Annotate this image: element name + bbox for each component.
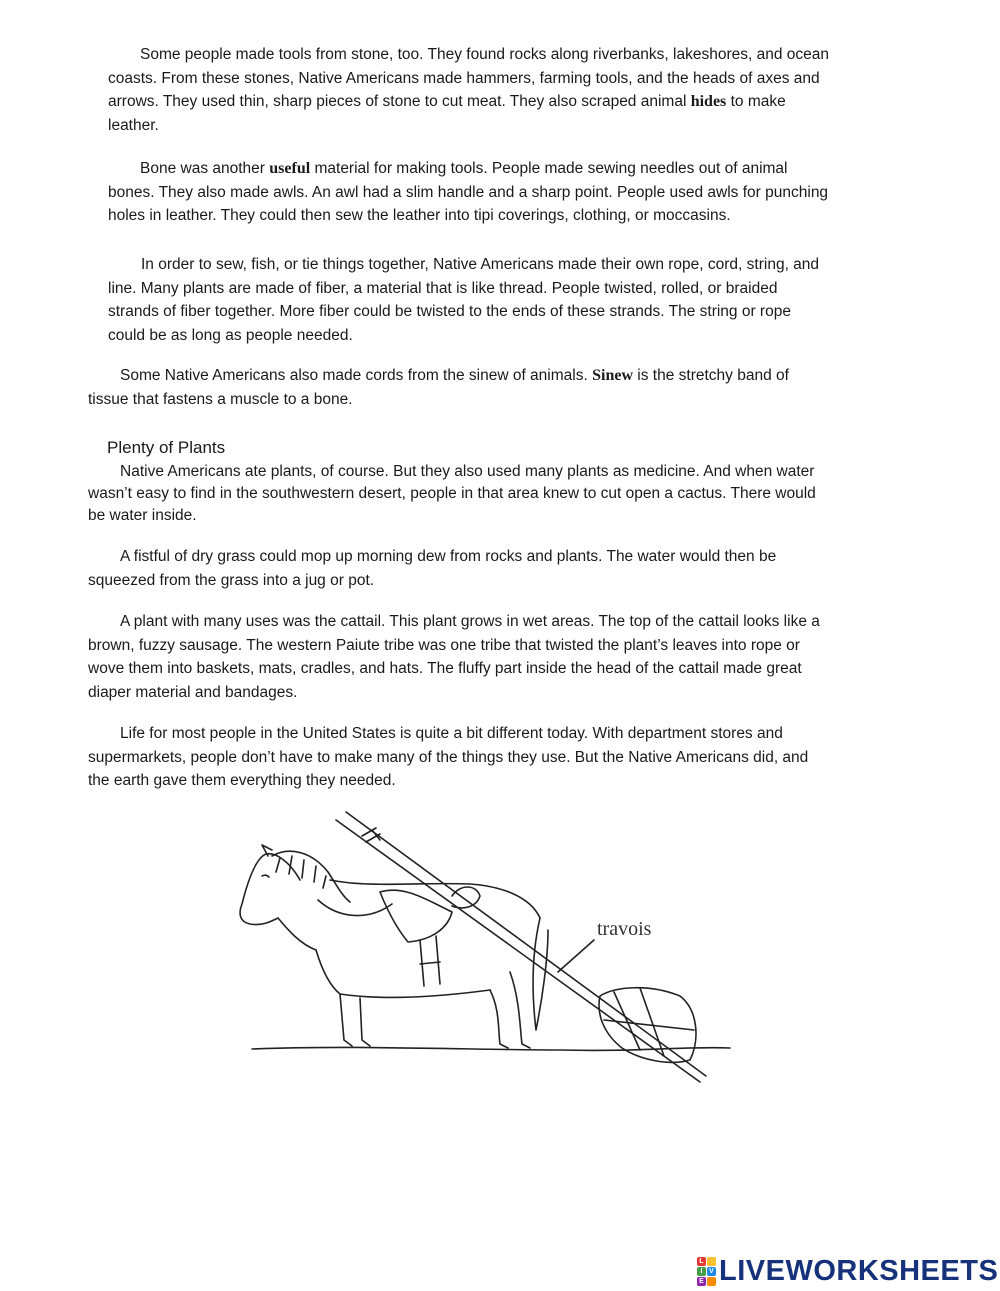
text-line: strands of fiber together. More fiber could be twisted to the ends of these strands. The string or rope	[108, 303, 791, 320]
text-line: wove them into baskets, mats, cradles, and hats. The fluffy part inside the head of the cattail made great	[88, 660, 802, 677]
paragraph-stone-tools	[108, 43, 829, 137]
horse-belly	[340, 990, 490, 997]
text-line: arrows. They used thin, sharp pieces of stone to cut meat. They also scraped animal hides to make	[108, 93, 786, 110]
travois-pole	[336, 820, 700, 1082]
text-line: Bone was another useful material for making tools. People made sewing needles out of animal	[140, 160, 788, 177]
paragraph-plants-medicine	[88, 461, 816, 527]
liveworksheets-logo	[697, 1253, 998, 1289]
text-line: tissue that fastens a muscle to a bone.	[88, 390, 353, 408]
logo-block: E	[697, 1277, 706, 1286]
logo-block: V	[707, 1267, 716, 1276]
horse-back	[330, 880, 540, 918]
text-line: the earth gave them everything they needed.	[88, 772, 396, 789]
text-line: diaper material and bandages.	[88, 683, 298, 701]
text-line: brown, fuzzy sausage. The western Paiute tribe was one tribe that twisted the plant’s leaves into rope or	[88, 636, 800, 654]
horse-chest	[316, 950, 340, 994]
text-line: Life for most people in the United States is quite a bit different today. With department stores and	[120, 725, 783, 742]
vocab-word-useful: useful	[269, 160, 311, 177]
logo-block: L	[697, 1257, 706, 1266]
horse-front-leg	[340, 994, 370, 1046]
horse-tail	[533, 918, 548, 1030]
text-line: Native Americans ate plants, of course. But they also used many plants as medicine. And when water	[120, 463, 815, 480]
paragraph-dry-grass	[88, 545, 776, 592]
label-leader-line	[558, 940, 594, 972]
saddle-blanket	[380, 890, 452, 942]
text-line: coasts. From these stones, Native Americans made hammers, farming tools, and the heads of axes and	[108, 69, 820, 87]
travois-pole	[346, 812, 706, 1076]
text-line: bones. They also made awls. An awl had a slim handle and a sharp point. People used awls for punching	[108, 183, 829, 201]
text-line: could be as long as people needed.	[108, 326, 353, 344]
girth-strap	[420, 936, 440, 986]
text-line: A plant with many uses was the cattail. This plant grows in wet areas. The top of the cattail looks like a	[120, 613, 820, 630]
text-line: be water inside.	[88, 507, 197, 524]
text-line: supermarkets, people don’t have to make many of the things they use. But the Native Americans did, and	[88, 748, 809, 766]
paragraph-cattail	[88, 610, 820, 704]
horse-eye	[262, 875, 269, 877]
logo-blocks-icon	[697, 1257, 716, 1286]
horse-mane	[272, 851, 350, 902]
text-line: A fistful of dry grass could mop up morning dew from rocks and plants. The water would then be	[120, 548, 777, 565]
logo-block	[707, 1277, 716, 1286]
text-line: leather.	[108, 116, 159, 134]
figure-label-travois: travois	[597, 918, 652, 940]
harness-strap	[318, 900, 392, 916]
logo-block: I	[697, 1267, 706, 1276]
horse-head	[240, 854, 316, 950]
text-line: Some people made tools from stone, too. They found rocks along riverbanks, lakeshores, and ocean	[140, 46, 830, 63]
paragraph-life-today	[88, 722, 808, 793]
vocab-word-sinew: Sinew	[592, 367, 633, 384]
text-line: squeezed from the grass into a jug or pot.	[88, 571, 375, 589]
paragraph-bone-tools	[108, 157, 828, 228]
section-heading: Plenty of Plants	[107, 438, 226, 457]
text-line: holes in leather. They could then sew the leather into tipi coverings, clothing, or moccasins.	[108, 207, 731, 224]
text-line: line. Many plants are made of fiber, a material that is like thread. People twisted, rolled, or braided	[108, 279, 778, 297]
text-line: In order to sew, fish, or tie things together, Native Americans made their own rope, cord, string, and	[141, 256, 820, 273]
ground-line	[252, 1047, 730, 1050]
text-line: Some Native Americans also made cords from the sinew of animals. Sinew is the stretchy band of	[120, 367, 789, 384]
paragraph-sinew	[88, 364, 789, 411]
vocab-word-hides: hides	[690, 93, 727, 110]
horse-travois-illustration	[230, 800, 750, 1100]
logo-text: LIVEWORKSHEETS	[719, 1254, 999, 1287]
horse-hind-leg	[490, 972, 530, 1048]
text-line: wasn’t easy to find in the southwestern desert, people in that area knew to cut open a cactus. There would	[88, 485, 816, 502]
logo-block	[707, 1257, 716, 1266]
pole-grip	[452, 887, 480, 908]
paragraph-rope-cord	[108, 253, 819, 347]
